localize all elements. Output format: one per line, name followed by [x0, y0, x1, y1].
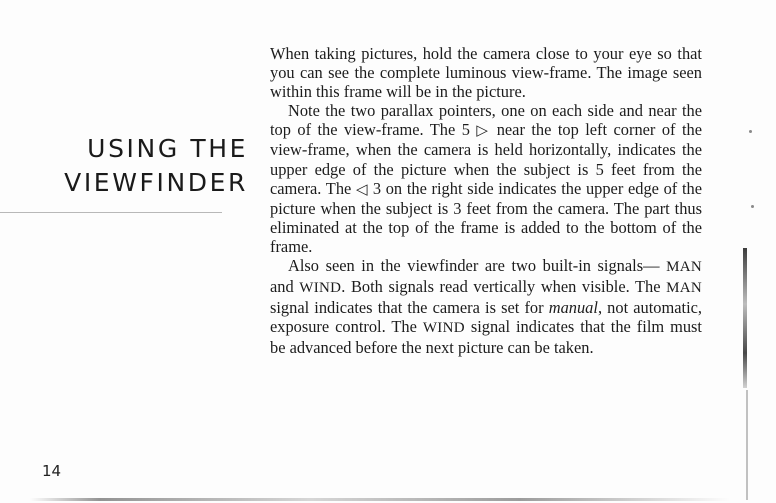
- p2-text-a: Note the two parallax pointers, one on each side and near the top of the view-frame. The 5: [270, 101, 702, 140]
- man-signal-label-2: MAN: [666, 280, 702, 297]
- scan-speck: [749, 130, 752, 133]
- scan-right-edge-faint: [746, 390, 748, 500]
- wind-signal-label: WIND: [299, 280, 342, 297]
- scan-bottom-edge: [30, 498, 730, 501]
- heading-rule: [0, 212, 222, 213]
- parallax-right-pointer-icon: ▷: [476, 121, 491, 140]
- man-signal-label: MAN: [666, 259, 702, 276]
- scan-speck: [751, 205, 754, 208]
- manual-term: manual: [548, 298, 598, 318]
- p3-text-d: signal indicates that the camera is set for: [270, 298, 544, 318]
- paragraph-1: When taking pictures, hold the camera close to your eye so that you can see the complete luminous view-frame. The image seen within this frame will be in the picture.: [270, 44, 702, 102]
- p3-text-c: . Both signals read vertically when visible. The: [341, 277, 661, 297]
- p2-text-c: 3 on the right side indicates the upper edge of the picture when the subject is 3 feet from the camera. The part thus eliminated at the top of the frame is added to the bottom of the frame.: [270, 178, 702, 256]
- p2-text-b: near the top left corner of the view-frame, when the camera is held horizontally, indicates the upper edge of the picture when the subject is 5 feet from the camera. The: [270, 120, 702, 198]
- p3-text-e: , not automatic, exposure control. The: [270, 298, 702, 337]
- p3-text-b: and: [270, 277, 294, 297]
- p3-text-f: signal indicates that the film must be advanced before the next picture can be taken.: [270, 317, 702, 358]
- p3-text-a: Also seen in the viewfinder are two built-in signals—: [288, 256, 660, 276]
- heading-line-1: USING THE: [87, 134, 248, 163]
- wind-signal-label-2: WIND: [422, 320, 465, 337]
- section-heading: [40, 132, 248, 200]
- body-text: [270, 44, 702, 358]
- paragraph-3: [270, 256, 702, 357]
- heading-line-2: VIEWFINDER: [64, 168, 248, 197]
- page-number: 14: [42, 462, 62, 480]
- parallax-left-pointer-icon: ◁: [356, 179, 369, 198]
- paragraph-2: [270, 101, 702, 256]
- scan-right-edge-mark: [743, 248, 747, 388]
